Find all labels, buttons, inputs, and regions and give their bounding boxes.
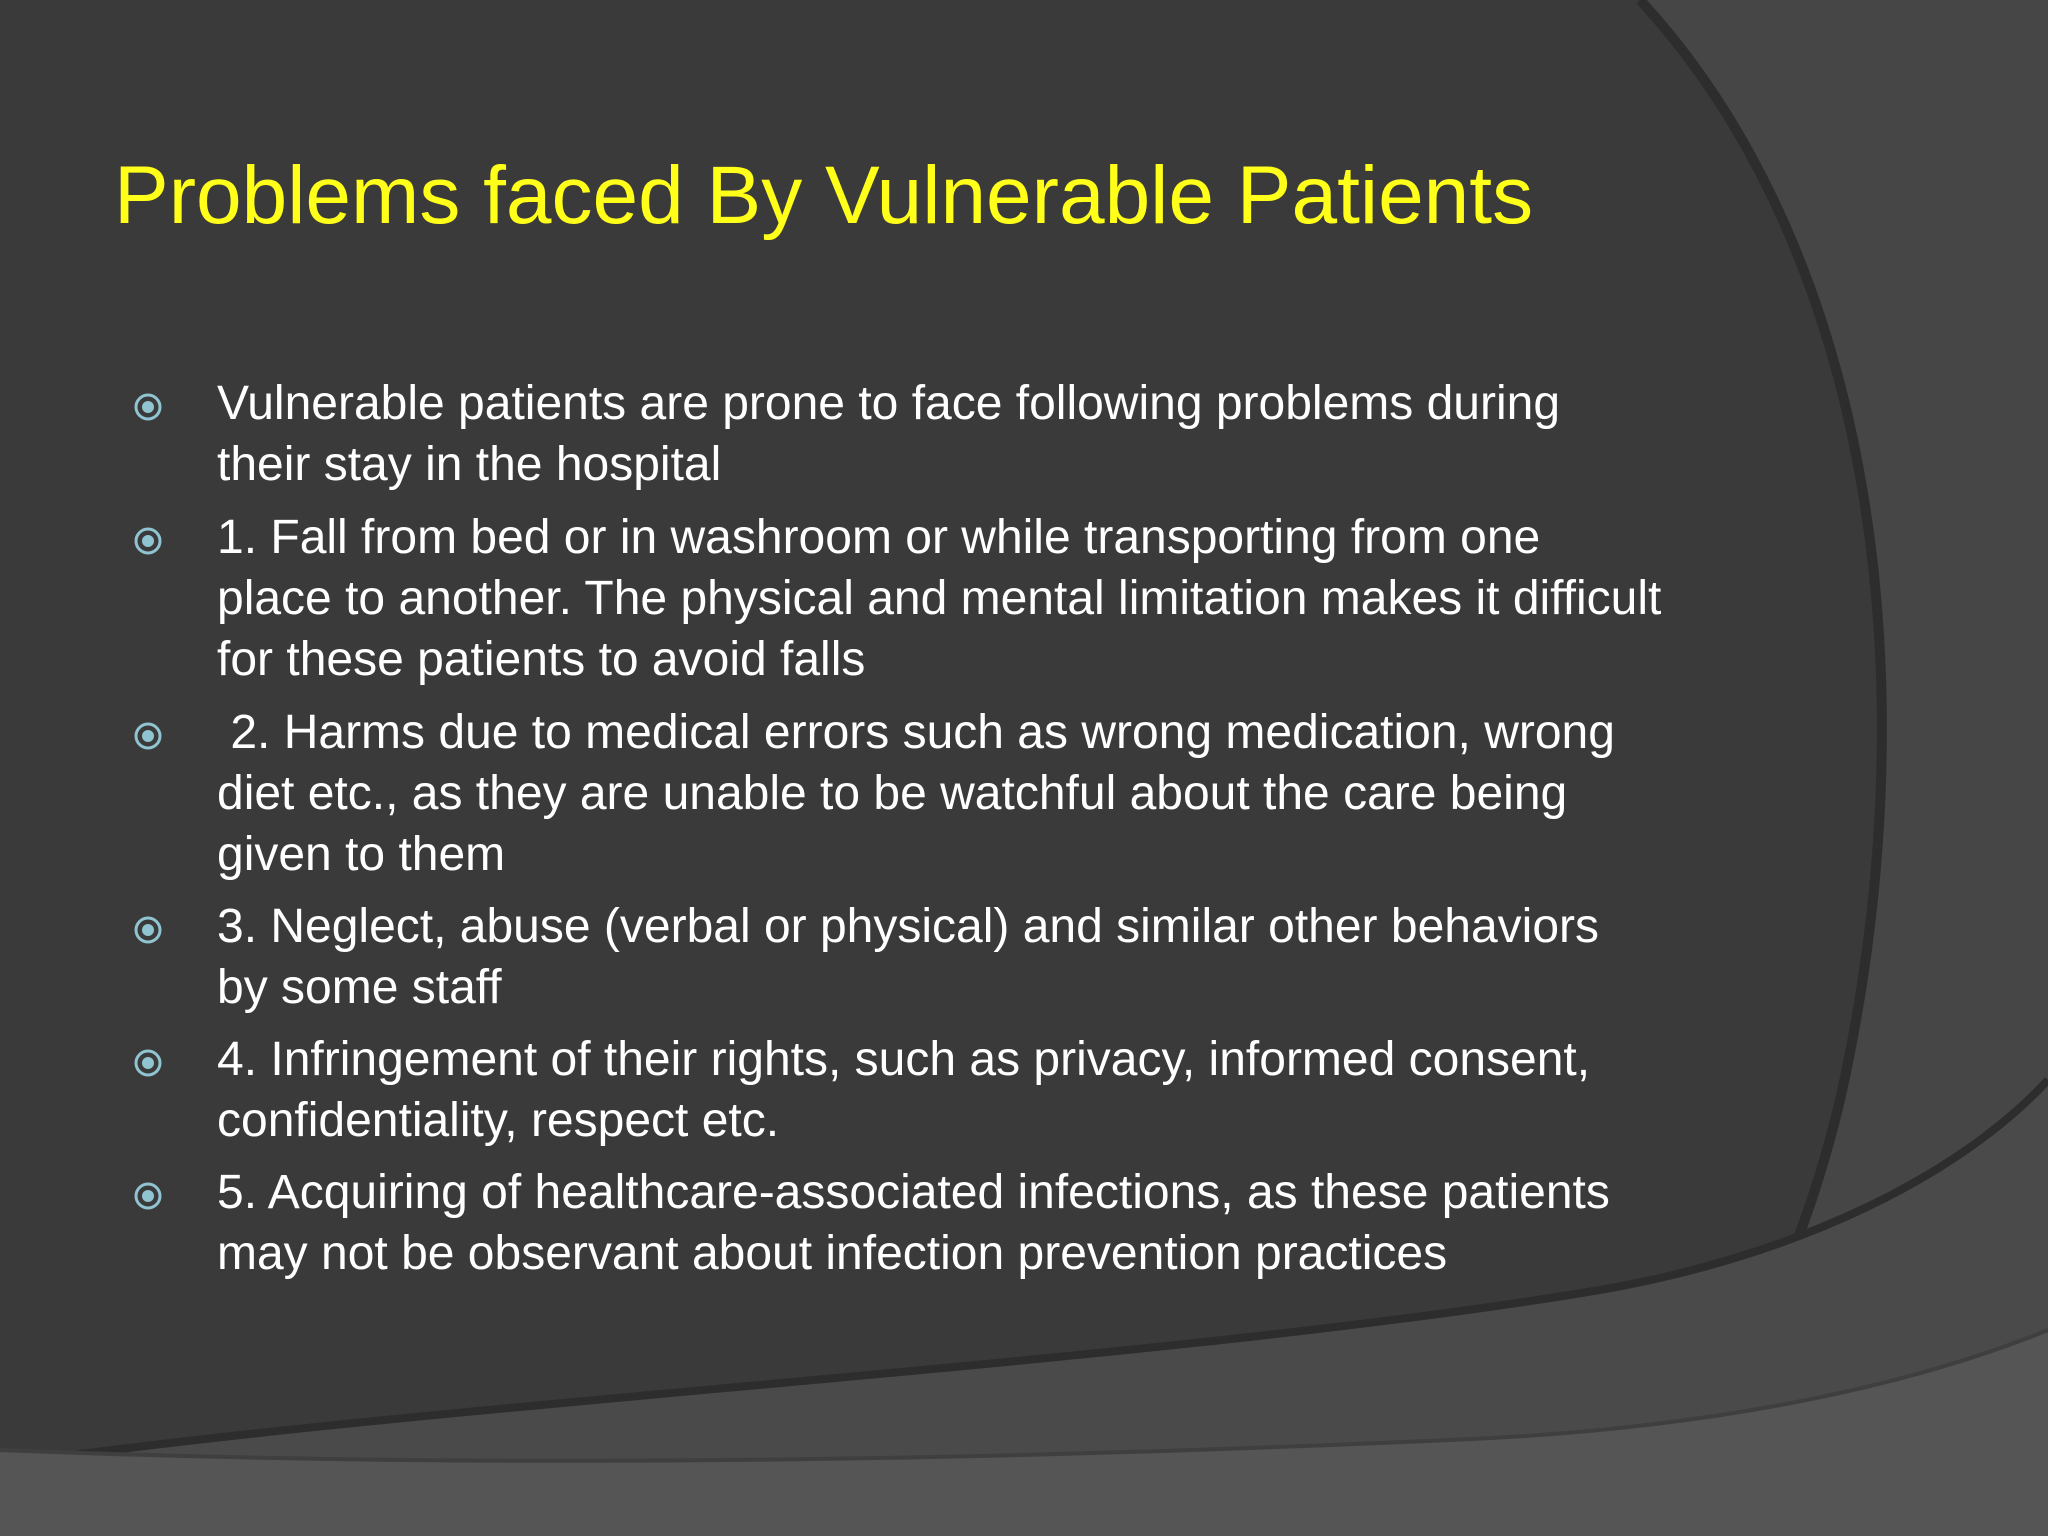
target-bullet-icon — [133, 1181, 163, 1211]
bullet-text: 4. Infringement of their rights, such as privacy, informed consent, confidentiality, respect etc. — [217, 1033, 1591, 1147]
bullet-item — [217, 373, 1777, 495]
target-bullet-icon — [133, 526, 163, 556]
target-bullet-icon — [133, 721, 163, 751]
bullet-text: Vulnerable patients are prone to face following problems during their stay in the hospital — [217, 377, 1561, 491]
target-bullet-icon — [133, 915, 163, 945]
bullet-item — [217, 1162, 1777, 1284]
target-bullet-icon — [133, 392, 163, 422]
bullet-text: 3. Neglect, abuse (verbal or physical) and similar other behaviors by some staff — [217, 900, 1599, 1014]
target-bullet-icon — [133, 1048, 163, 1078]
bullet-item — [217, 507, 1777, 690]
bullet-text: 1. Fall from bed or in washroom or while transporting from one place to another. The physical and mental limitation makes it difficult for these patients to avoid falls — [217, 511, 1662, 686]
bullet-text: 2. Harms due to medical errors such as wrong medication, wrong diet etc., as they are unable to be watchful about the care being given to them — [217, 706, 1615, 881]
bullet-text: 5. Acquiring of healthcare-associated infections, as these patients may not be observant about infection prevention practices — [217, 1166, 1610, 1280]
bullet-item — [217, 896, 1777, 1018]
slide-title: Problems faced By Vulnerable Patients — [114, 150, 1534, 241]
bullet-item — [217, 1029, 1777, 1151]
bullet-item — [217, 702, 1777, 885]
